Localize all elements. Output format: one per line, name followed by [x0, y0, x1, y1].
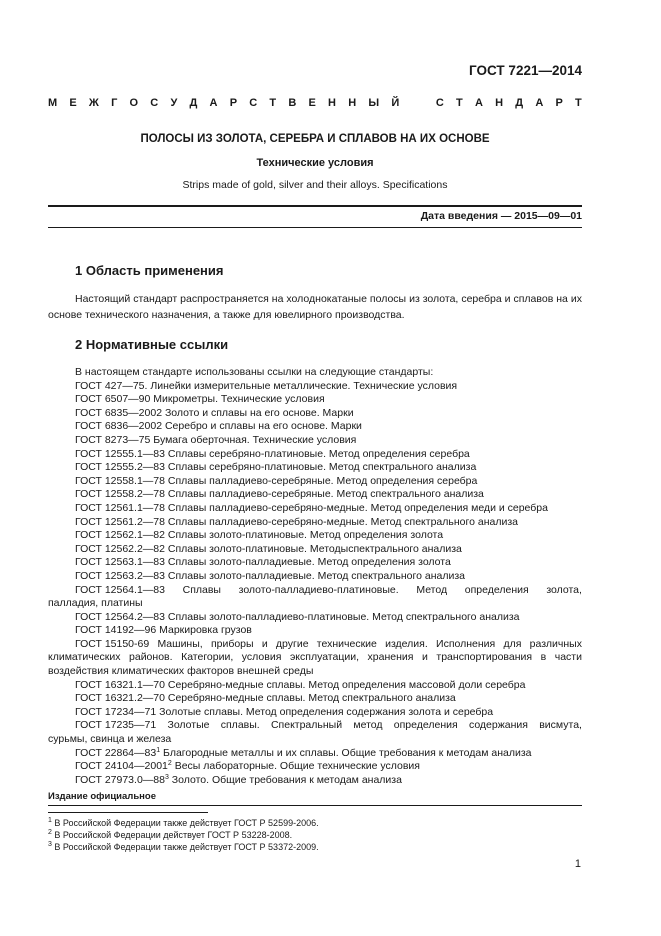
reference-word: приборы [210, 637, 254, 650]
footnote-2 [48, 829, 292, 841]
reference-item [48, 760, 582, 774]
reference-item: ГОСТ 12562.1—82 Сплавы золото-платиновые. Метод определения золота [75, 529, 444, 542]
reference-word: в [540, 651, 547, 664]
document-code: ГОСТ 7221—2014 [469, 63, 582, 78]
reference-word: ГОСТ 12564.1—83 [75, 583, 165, 596]
reference-code: ГОСТ 22864—83 [75, 746, 157, 759]
reference-word: другие [275, 637, 309, 650]
reference-item: ГОСТ 427—75. Линейки измерительные металлические. Технические условия [75, 379, 458, 392]
reference-word: условия [241, 651, 282, 664]
reference-item [48, 774, 582, 788]
section-1-heading: 1 Область применения [75, 263, 224, 278]
reference-item: ГОСТ 12555.1—83 Сплавы серебряно-платиновые. Метод определения серебра [75, 447, 470, 460]
banner-letter: Е [69, 97, 77, 109]
reference-item: ГОСТ 12563.2—83 Сплавы золото-палладиевые. Метод спектрального анализа [75, 569, 465, 582]
footnote-3 [48, 841, 319, 853]
reference-word: Метод [416, 583, 448, 596]
banner-letter: Р [229, 97, 238, 109]
reference-word: Категории, [181, 651, 234, 664]
document-subtitle-ru: Технические условия [256, 157, 374, 169]
banner-letter: Д [515, 97, 524, 109]
reference-item-continuation: сурьмы, свинца и железа [48, 733, 172, 746]
reference-word: висмута, [539, 719, 582, 732]
footnote-text: В Российской Федерации действует ГОСТ Р 53228-2008. [51, 830, 293, 840]
footnote-marker: 1 [156, 746, 161, 754]
reference-item: ГОСТ 16321.2—70 Серебряно-медные сплавы. Метод спектрального анализа [75, 692, 456, 705]
reference-item: ГОСТ 12555.2—83 Сплавы серебряно-платиновые. Метод спектрального анализа [75, 461, 477, 474]
banner-letter: Т [456, 97, 463, 109]
reference-word: части [554, 651, 582, 664]
banner-letter: Т [269, 97, 277, 109]
reference-code: ГОСТ 24104—2001 [75, 760, 168, 773]
official-divider [48, 805, 582, 806]
footnote-mark: 3 [48, 841, 52, 848]
banner-letter: С [249, 97, 258, 109]
banner-letter: Т [575, 97, 582, 109]
reference-item [48, 719, 582, 733]
reference-item: ГОСТ 8273—75 Бумага оберточная. Технические условия [75, 433, 357, 446]
section-1-paragraph: Настоящий стандарт распространяется на холоднокатаные полосы из золота, серебра и сплавов на их основе технического назначения, а также для ювелирного производства. [48, 293, 582, 321]
reference-code: ГОСТ 27973.0—88 [75, 773, 165, 786]
banner-letter: Е [308, 97, 316, 109]
reference-word: золота, [546, 583, 582, 596]
footnote-mark: 2 [48, 829, 52, 836]
banner-letter: С [435, 97, 444, 109]
date-divider [48, 227, 582, 228]
banner-letter: Й [391, 97, 400, 109]
reference-title: Весы лабораторные. Общие технические условия [171, 760, 420, 773]
footnote-marker: 3 [164, 773, 169, 781]
reference-item: ГОСТ 12558.1—78 Сплавы палладиево-серебряные. Метод определения серебра [75, 474, 478, 487]
reference-word: Золотые [167, 719, 210, 732]
footnote-text: В Российской Федерации также действует ГОСТ Р 52599-2006. [51, 818, 319, 828]
reference-word: районов. [129, 651, 173, 664]
reference-item-continuation [48, 651, 582, 665]
banner-letter: Ы [368, 97, 380, 109]
reference-word: различных [529, 637, 582, 650]
reference-15150-line-1 [75, 638, 582, 652]
footnote-mark: 1 [48, 817, 52, 824]
reference-word: метод [353, 719, 383, 732]
banner-letter: Д [189, 97, 198, 109]
reference-item-continuation: палладия, платины [48, 597, 143, 610]
reference-word: определения [464, 583, 529, 596]
page-number: 1 [574, 858, 581, 870]
reference-item: ГОСТ 12562.2—82 Сплавы золото-платиновые. Методыспектрального анализа [75, 542, 462, 555]
footnote-marker: 2 [167, 760, 172, 768]
reference-word: Сплавы [182, 583, 221, 596]
banner-letter: А [535, 97, 544, 109]
reference-item-continuation: воздействия климатических факторов внешней среды [48, 665, 314, 678]
banner-letter: Н [328, 97, 336, 109]
reference-word: Спектральный [270, 719, 343, 732]
references-intro: В настоящем стандарте использованы ссылки на следующие стандарты: [75, 366, 434, 378]
reference-item: ГОСТ 12563.1—83 Сплавы золото-палладиевые. Метод определения золота [75, 556, 451, 569]
official-edition-label: Издание официальное [48, 791, 156, 802]
reference-item: ГОСТ 16321.1—70 Серебряно-медные сплавы. Метод определения массовой доли серебра [75, 678, 526, 691]
reference-word: эксплуатации, [289, 651, 360, 664]
reference-item: ГОСТ 6507—90 Микрометры. Технические условия [75, 393, 325, 406]
reference-word: золото-палладиево-платиновые. [238, 583, 399, 596]
reference-word: Машины, [157, 637, 203, 650]
footnote-1 [48, 817, 319, 829]
banner-letter: А [474, 97, 483, 109]
reference-word: ГОСТ 15150-69 [75, 637, 150, 650]
banner-letter: М [48, 97, 58, 109]
reference-item [48, 584, 582, 598]
banner-letter: Н [495, 97, 504, 109]
reference-15150-line-2 [48, 651, 582, 665]
footnote-text: В Российской Федерации также действует ГОСТ Р 53372-2009. [51, 842, 319, 852]
reference-word: транспортирования [436, 651, 533, 664]
reference-item: ГОСТ 12564.2—83 Сплавы золото-палладиево-платиновые. Метод спектрального анализа [75, 610, 520, 623]
footnote-divider [48, 812, 208, 813]
reference-12564-1-line [75, 584, 582, 598]
reference-item: ГОСТ 14192—96 Маркировка грузов [75, 624, 252, 637]
banner-letter: Р [555, 97, 563, 109]
reference-item: ГОСТ 12558.2—78 Сплавы палладиево-серебряные. Метод спектрального анализа [75, 488, 484, 501]
reference-17235-line [75, 719, 582, 733]
reference-word: ГОСТ 17235—71 [75, 719, 157, 732]
banner-letter: В [288, 97, 297, 109]
reference-word: и [422, 651, 428, 664]
reference-word: определения [393, 719, 458, 732]
banner-letter: Г [111, 97, 118, 109]
normative-references [48, 366, 582, 787]
reference-item: ГОСТ 12561.2—78 Сплавы палладиево-серебряно-медные. Метод спектрального анализа [75, 515, 518, 528]
reference-word: Исполнения [436, 637, 496, 650]
reference-word: изделия. [385, 637, 428, 650]
reference-title: Золото. Общие требования к методам анализа [168, 773, 402, 786]
reference-item: ГОСТ 17234—71 Золотые сплавы. Метод определения содержания золота и серебра [75, 705, 494, 718]
reference-word: климатических [48, 651, 121, 664]
document-title-en: Strips made of gold, silver and their alloys. Specifications [182, 179, 448, 191]
reference-word: содержания [468, 719, 528, 732]
introduction-date: Дата введения — 2015—09—01 [420, 210, 582, 222]
banner-letter: Ж [88, 97, 99, 109]
reference-item: ГОСТ 6836—2002 Серебро и сплавы на его основе. Марки [75, 420, 362, 433]
banner-letter: У [170, 97, 178, 109]
banner-letter: С [150, 97, 159, 109]
reference-word: и [261, 637, 268, 650]
reference-item [48, 747, 582, 761]
reference-word: сплавы. [220, 719, 260, 732]
reference-item: ГОСТ 12561.1—78 Сплавы палладиево-серебряно-медные. Метод определения меди и серебра [75, 501, 548, 514]
section-2-heading: 2 Нормативные ссылки [75, 337, 229, 352]
banner-letter: О [129, 97, 139, 109]
reference-item: ГОСТ 6835—2002 Золото и сплавы на его основе. Марки [75, 406, 354, 419]
reference-item [48, 638, 582, 652]
reference-word: технические [316, 637, 377, 650]
interstate-standard-banner [48, 97, 582, 109]
document-title-ru: ПОЛОСЫ ИЗ ЗОЛОТА, СЕРЕБРА И СПЛАВОВ НА ИХ ОСНОВЕ [140, 133, 490, 145]
reference-title: Благородные металлы и их сплавы. Общие требования к методам анализа [160, 746, 532, 759]
reference-list [48, 380, 582, 584]
reference-word: для [503, 637, 522, 650]
title-divider [48, 205, 582, 207]
reference-word: хранения [367, 651, 414, 664]
banner-letter: А [209, 97, 218, 109]
banner-letter: Н [348, 97, 357, 109]
